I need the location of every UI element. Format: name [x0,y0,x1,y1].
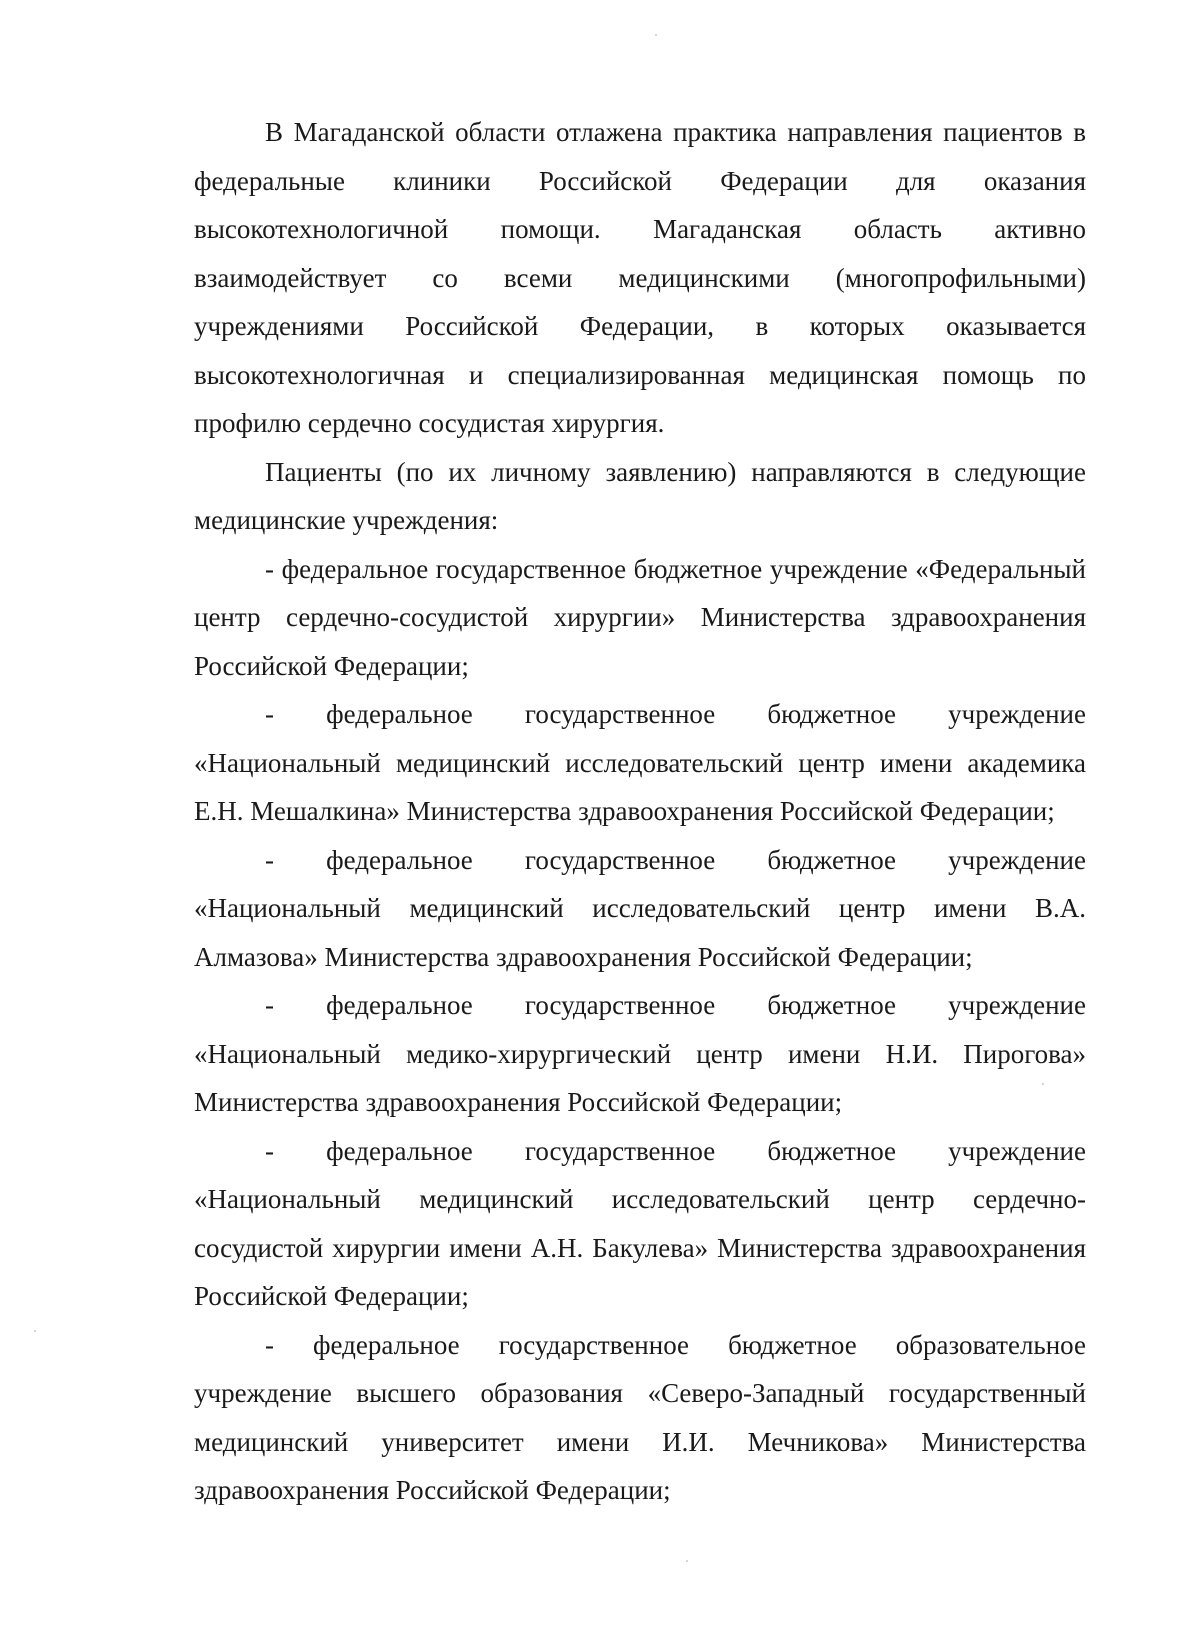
list-item-institution: - федеральное государственное бюджетное учреждение «Национальный медицинский исследовательский центр сердечно-сосудистой хирургии имени А.Н. Бакулева» Министерства здравоохранения Российской Федерации; [194,1135,1086,1311]
list-item-institution: - федеральное государственное бюджетное учреждение «Национальный медицинский исследовательский центр имени В.А. Алмазова» Министерства здравоохранения Российской Федерации; [194,844,1086,972]
paragraph-patients: Пациенты (по их личному заявлению) направляются в следующие медицинские учреждения: [194,456,1086,535]
list-item-institution: - федеральное государственное бюджетное учреждение «Федеральный центр сердечно-сосудистой хирургии» Министерства здравоохранения Российской Федерации; [194,553,1086,681]
list-item-institution: - федеральное государственное бюджетное учреждение «Национальный медико-хирургический центр имени Н.И. Пирогова» Министерства здравоохранения Российской Федерации; [194,990,1086,1117]
list-item-institution: - федеральное государственное бюджетное учреждение «Национальный медицинский исследовательский центр имени академика Е.Н. Мешалкина» Министерства здравоохранения Российской Федерации; [194,699,1086,826]
paragraph-intro: В Магаданской области отлажена практика направления пациентов в федеральные клиники Российской Федерации для оказания высокотехнологичной помощи. Магаданская область активно взаимодействует со всеми медицинскими (многопрофильными) учреждениями Российской Федерации, в которых оказывается высокотехнологичная и специализированная медицинская помощь по профилю сердечно сосудистая хирургия. [194,117,1086,438]
scan-speck [686,1560,688,1562]
list-item-institution: - федеральное государственное бюджетное образовательное учреждение высшего образования «Северо-Западный государственный медицинский университет имени И.И. Мечникова» Министерства здравоохранения Российской Федерации; [194,1329,1086,1505]
scan-speck [655,34,657,36]
scan-speck [34,1330,36,1332]
document-body [194,108,1086,1515]
